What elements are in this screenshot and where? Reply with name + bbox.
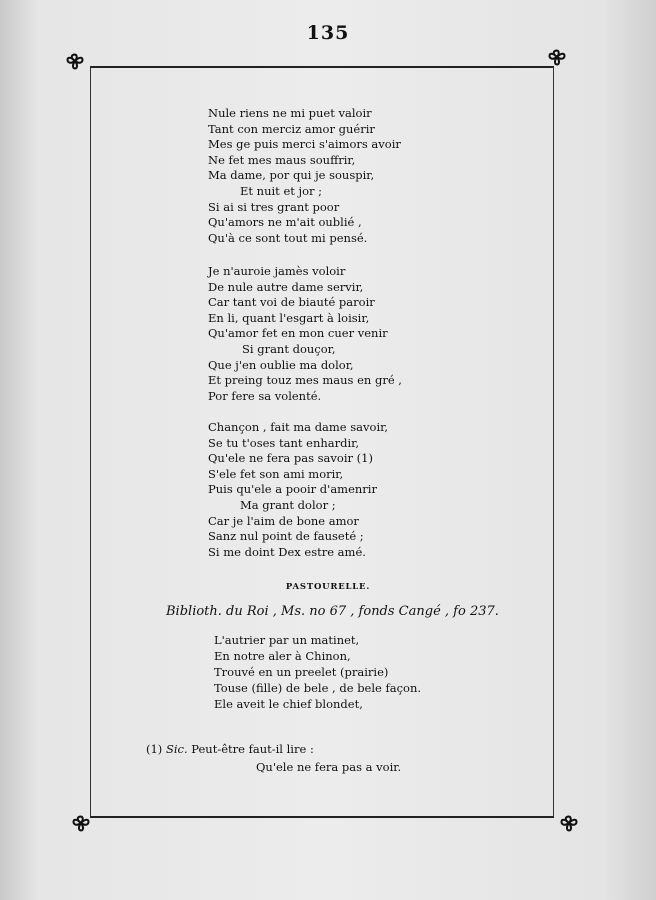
verse-line: Et nuit et jor ; bbox=[240, 183, 323, 198]
verse-line: Que j'en oublie ma dolor, bbox=[208, 357, 354, 372]
verse-line: Qu'ele ne fera pas savoir (1) bbox=[208, 451, 373, 466]
verse-line: Qu'amors ne m'ait oublié , bbox=[208, 215, 362, 230]
verse-line: Ele aveit le chief blondet, bbox=[214, 697, 363, 711]
verse-line: Ma grant dolor ; bbox=[240, 497, 336, 512]
verse-line: Si me doint Dex estre amé. bbox=[208, 544, 366, 559]
verse-line: Si grant douçor, bbox=[242, 341, 336, 356]
verse-line: L'autrier par un matinet, bbox=[214, 633, 360, 647]
verse-line: De nule autre dame servir, bbox=[208, 279, 364, 294]
footnote-line bbox=[146, 740, 401, 758]
stanza bbox=[208, 420, 388, 560]
footnote bbox=[146, 740, 401, 776]
verse-line: Car je l'aim de bone amor bbox=[208, 513, 359, 528]
verse-line: En li, quant l'esgart à loisir, bbox=[208, 310, 370, 325]
verse-line: En notre aler à Chinon, bbox=[214, 649, 351, 663]
footnote-marker: (1) bbox=[146, 742, 163, 756]
corner-ornament-icon bbox=[542, 42, 572, 72]
verse-line: Por fere sa volenté. bbox=[208, 388, 322, 403]
verse-line: Tant con merciz amor guérir bbox=[208, 121, 375, 136]
footnote-continuation: Qu'ele ne fera pas a voir. bbox=[256, 760, 402, 774]
verse-line: Touse (fille) de bele , de bele façon. bbox=[214, 681, 422, 695]
footnote-sic: Sic. bbox=[165, 742, 188, 756]
verse-line: Trouvé en un preelet (prairie) bbox=[214, 665, 389, 679]
verse-line: Ma dame, por qui je souspir, bbox=[208, 168, 375, 183]
verse-line: S'ele fet son ami morir, bbox=[208, 466, 344, 481]
corner-ornament-icon bbox=[60, 46, 90, 76]
manuscript-source-line: Biblioth. du Roi , Ms. no 67 , fonds Cangé , fo 237. bbox=[166, 604, 499, 619]
verse-line: Sanz nul point de fauseté ; bbox=[208, 529, 364, 544]
verse-line: Je n'auroie jamès voloir bbox=[208, 264, 346, 278]
verse-line: Et preing touz mes maus en gré , bbox=[208, 373, 402, 388]
footnote-text: Peut-être faut-il lire : bbox=[191, 742, 314, 756]
verse-line: Nule riens ne mi puet valoir bbox=[208, 106, 372, 120]
verse-line: Qu'à ce sont tout mi pensé. bbox=[208, 230, 368, 245]
verse-line: Ne fet mes maus souffrir, bbox=[208, 152, 356, 167]
verse-line: Si ai si tres grant poor bbox=[208, 199, 340, 214]
corner-ornament-icon bbox=[66, 808, 96, 838]
verse-line: Puis qu'ele a pooir d'amenrir bbox=[208, 482, 377, 497]
corner-ornament-icon bbox=[554, 808, 584, 838]
pastourelle-verses bbox=[214, 632, 421, 712]
verse-line: Qu'amor fet en mon cuer venir bbox=[208, 326, 388, 341]
verse-line: Car tant voi de biauté paroir bbox=[208, 295, 375, 310]
verse-line: Mes ge puis merci s'aimors avoir bbox=[208, 137, 401, 152]
section-heading: PASTOURELLE. bbox=[285, 582, 371, 592]
page-number: 135 bbox=[306, 22, 350, 44]
stanza bbox=[208, 106, 401, 246]
stanza bbox=[208, 264, 402, 404]
verse-line: Se tu t'oses tant enhardir, bbox=[208, 435, 360, 450]
verse-line: Chançon , fait ma dame savoir, bbox=[208, 420, 389, 434]
